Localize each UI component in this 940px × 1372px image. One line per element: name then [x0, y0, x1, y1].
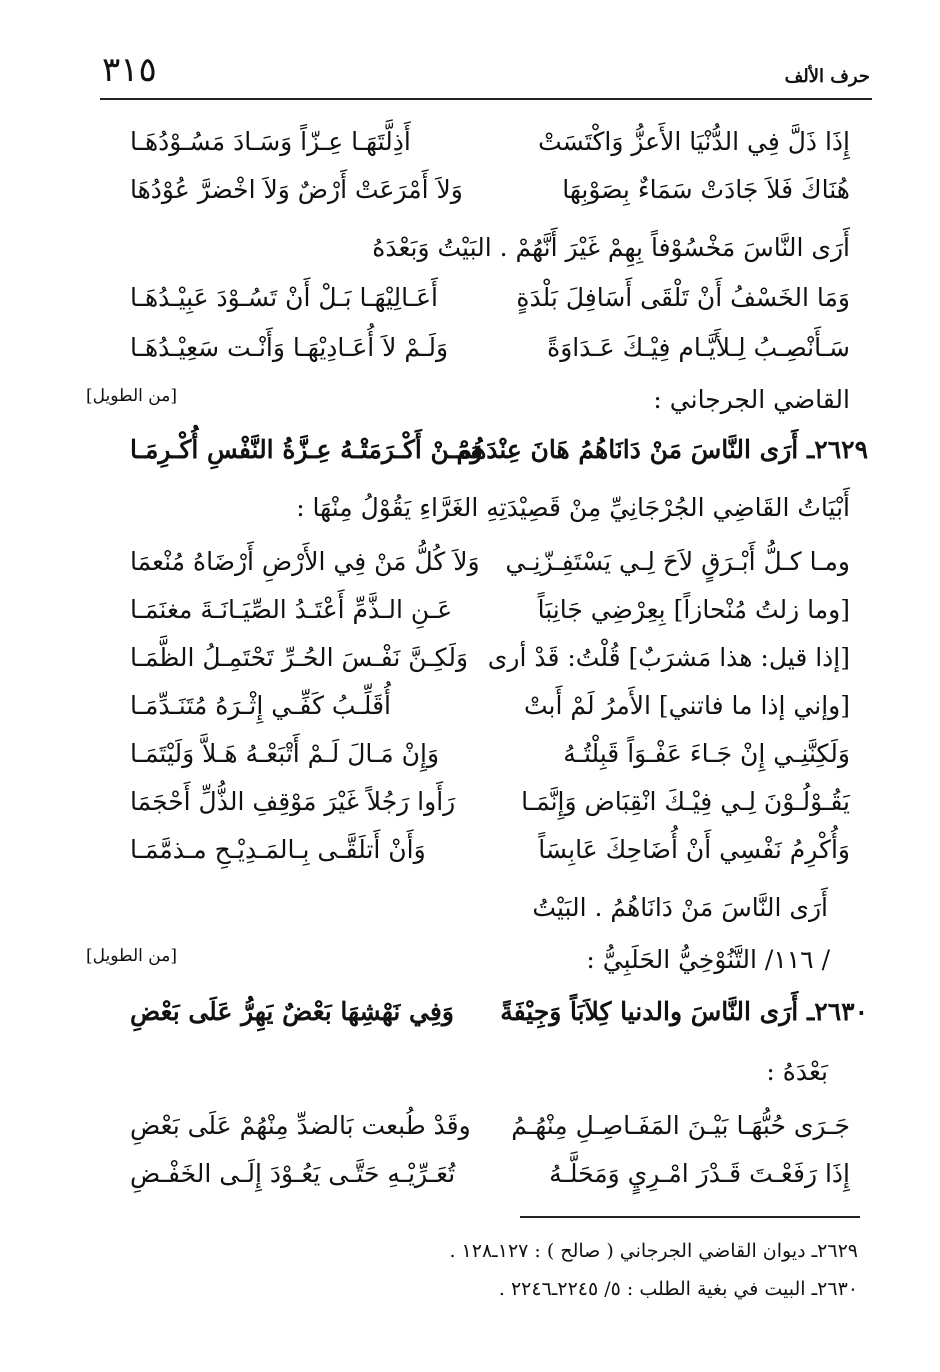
- verse-12-first-hemistich: جَـرَى حُبُّهَـا بَيْـنَ المَفَـاصِـلِ مِنْهُـمُ: [511, 1111, 850, 1140]
- verse-12-second-hemistich: وقَدْ طُبعت بَالضدِّ مِنْهُمْ عَلَى بَعْضِ: [130, 1111, 471, 1140]
- meter-label-2: [من الطويل]: [86, 946, 177, 966]
- footnote-2630: ٢٦٣٠ـ البيت في بغية الطلب : ٥/ ٢٢٤٥ـ٢٢٤٦ .: [498, 1278, 858, 1300]
- poet-name-2: / ١١٦/ التَّنُوْخِيُّ الحَلَبِيُّ :: [586, 945, 830, 974]
- meter-label-1: [من الطويل]: [86, 386, 177, 406]
- verse-11-first-hemistich: وَأُكْرِمُ نَفْسِي أَنْ أُضَاحِكَ عَابِسَاً: [538, 835, 850, 864]
- section-title: حرف الألف: [784, 66, 870, 87]
- verse-1-first-hemistich: إِذَا ذَلَّ فِي الدُّنْيَا الأَعزُّ وَاكْتَسَتْ: [538, 127, 850, 156]
- verse-9-second-hemistich: وَإِنْ مَـالَ لَـمْ أَتْبَعْـهُ هَـلاَّ وَلَيْتَمَـا: [130, 739, 440, 768]
- prose-line-1: أَرَى النَّاسَ مَخْسُوْفاً بِهِمْ غَيْرَ أَنَّهُمْ . البَيْتُ وَبَعْدَهُ: [372, 233, 850, 262]
- verse-3-first-hemistich: وَمَا الخَسْفُ أَنْ تَلْقَى أَسَافِلَ بَلْدَةٍ: [516, 283, 850, 312]
- page-number: ٣١٥: [102, 50, 157, 90]
- verse-10-second-hemistich: رَأَوا رَجُلاً غَيْرَ مَوْقِفِ الذُّلِّ أَحْجَمَا: [130, 787, 456, 816]
- entry-2629-second-hemistich: وَمَـنْ أَكْـرَمَتْـهُ عِـزَّةُ النَّفْسِ أُكْـرِمَـا: [130, 435, 483, 464]
- entry-2629-first-hemistich: ٢٦٢٩ـ أَرَى النَّاسَ مَنْ دَانَاهُمُ هَانَ عِنْدَهُمْ: [456, 435, 868, 464]
- header-rule: [100, 98, 872, 100]
- footnote-2629: ٢٦٢٩ـ ديوان القاضي الجرجاني ( صالح ) : ١٢٧ـ١٢٨ .: [449, 1240, 858, 1262]
- footnote-rule: [520, 1216, 860, 1218]
- verse-3-second-hemistich: أَعَـالِيْهَـا بَـلْ أَنْ تَسُـوْدَ عَبِيْـدُهَـا: [130, 283, 438, 312]
- verse-11-second-hemistich: وَأَنْ أَتلَقَّـى بِـالمَـدِيْـحِ مـذمَّمَـا: [130, 835, 426, 864]
- prose-line-3: أَرَى النَّاسَ مَنْ دَانَاهُمُ . البَيْتُ: [532, 893, 828, 922]
- verse-8-second-hemistich: أُقَلِّـبُ كَفِّـي إِثْـرَهُ مُتَنَـدِّمَـا: [130, 691, 391, 720]
- verse-6-first-hemistich: [وما زلتُ مُنْحازاً] بِعِرْضِي جَانِبَاً: [537, 595, 850, 624]
- verse-9-first-hemistich: وَلَكِنَّنِـي إِنْ جَـاءَ عَفْـوَاً قَبِلْتُـهُ: [563, 739, 850, 768]
- verse-4-second-hemistich: وَلَـمْ لاَ أُعَـادِيْهَـا وَأَنْـت سَعِيْـدُهَـا: [130, 333, 449, 362]
- entry-2630-second-hemistich: وَفِي نَهْشِهَا بَعْضٌ يَهِرُّ عَلَى بَعْضِ: [130, 997, 454, 1026]
- verse-1-second-hemistich: أَذِلَّتَهَـا عِـزّاً وَسَـادَ مَسُـوْدُهَـا: [130, 127, 411, 156]
- verse-4-first-hemistich: سَـأَنْصِـبُ لِـلأَيَّـام فِيْـكَ عَـدَاوَةً: [547, 333, 850, 362]
- verse-7-second-hemistich: وَلَكِـنَّ نَفْـسَ الحُـرِّ تَحْتَمِـلُ الظَّمَـا: [130, 643, 469, 672]
- verse-5-second-hemistich: وَلاَ كُلُّ مَنْ فِي الأَرْضِ أَرْضَاهُ مُنْعمَا: [130, 547, 480, 576]
- verse-10-first-hemistich: يَقُـوْلُـوْنَ لِـي فِيْـكَ انْقِبَاض وَإِنَّمَـا: [521, 787, 850, 816]
- prose-line-2: أَبْيَاتُ القَاضِي الجُرْجَانِيِّ مِنْ قَصِيْدَتِهِ الغَرَّاءِ يَقُوْلُ مِنْهَا :: [296, 493, 850, 522]
- verse-8-first-hemistich: [وإني إذا ما فاتني] الأَمرُ لَمْ أَبتْ: [523, 691, 850, 720]
- verse-6-second-hemistich: عَـنِ الـذَّمِّ أَعْتَـدُ الصِّيَـانَـةَ مغنَمَـا: [130, 595, 453, 624]
- verse-2-first-hemistich: هُنَاكَ فَلاَ جَادَتْ سَمَاءٌ بِصَوْبِهَا: [562, 175, 850, 204]
- verse-7-first-hemistich: [إذا قيل: هذا مَشرَبٌ] قُلْتُ: قَدْ أرى: [487, 643, 850, 672]
- verse-13-second-hemistich: تُعَـرِّيْـهِ حَتَّـى يَعُـوْدَ إِلَـى الخَفْـضِ: [130, 1159, 456, 1188]
- verse-5-first-hemistich: ومـا كـلُّ أَبْـرَقٍ لاَحَ لِـي يَسْتَفِـزّنِـي: [505, 547, 850, 576]
- verse-13-first-hemistich: إِذَا رَفَعْـتَ قَـدْرَ امْـرِيٍ وَمَحَلَّـهُ: [549, 1159, 850, 1188]
- poet-name-1: القاضي الجرجاني :: [653, 385, 850, 414]
- verse-2-second-hemistich: وَلاَ أَمْرَعَتْ أَرْضٌ وَلاَ اخْضرَّ عُوْدُهَا: [130, 175, 463, 204]
- entry-2630-first-hemistich: ٢٦٣٠ـ أَرَى النَّاسَ والدنيا كِلاَبَاً وَجِيْفَةً: [500, 997, 868, 1026]
- prose-line-4: بَعْدَهُ :: [766, 1057, 828, 1086]
